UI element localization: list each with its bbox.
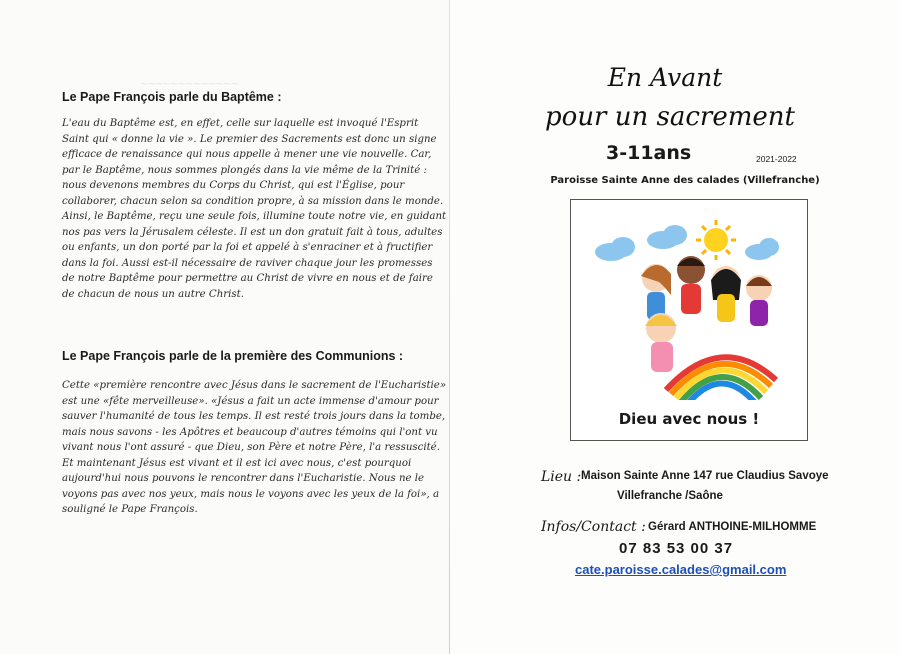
age-range: 3-11ans [606, 142, 692, 164]
contact-label: Infos/Contact : [541, 519, 646, 535]
children-illustration-frame [570, 199, 808, 441]
communion-text: Cette «première rencontre avec Jésus dans le sacrement de l'Eucharistie» est une «fête merveilleuse». «Jésus a fait un acte immense d'amour pour sauver l'humanité de tous les temps. Il est resté trois jours dans la tombe, mais nous savons - les Apôtres et beaucoup d'autres témoins qui l'ont vu vivant nous l'ont assuré - que Dieu, son Père et notre Père, l'a ressuscité. Et maintenant Jésus est vivant et il est ici avec nous, c'est pourquoi aujourd'hui nous pouvons le rencontrer dans l'Eucharistie. Nous ne le voyons pas avec nos yeux, mais nous le voyons avec les yeux de la foi», a souligné le Pape François. [62, 380, 447, 515]
location-label: Lieu : [541, 469, 582, 485]
communion-heading: Le Pape François parle de la première des Communions : [62, 349, 404, 363]
sun-icon [696, 220, 736, 260]
location-address: Maison Sainte Anne 147 rue Claudius Savoye [581, 470, 829, 482]
parish-name: Paroisse Sainte Anne des calades (Villefranche) [550, 175, 820, 186]
baptism-heading: Le Pape François parle du Baptême : [62, 90, 282, 104]
show-through-text: ~~~~~~~~~~~~~ [140, 76, 239, 91]
location-city: Villefranche /Saône [617, 490, 723, 502]
title-line-1: En Avant [607, 63, 723, 92]
baptism-text: L'eau du Baptême est, en effet, celle sur laquelle est invoqué l'Esprit Saint qui « donne la vie ». Le premier des Sacrements est donc un signe efficace de renaissance qui nous appelle à mener une vie nouvelle. Car, par le Baptême, nous sommes plongés dans la vie même de la Trinité : nous devenons membres du Corps du Christ, qui est l'Église, pour collaborer, chacun selon sa condition propre, à sa mission dans le monde. Ainsi, le Baptême, reçu une seule fois, illumine toute notre vie, en guidant nos pas vers la Jérusalem céleste. Il est un don gratuit fait à tous, adultes ou enfants, un don porté par la foi et appelé à s'enraciner et à fructifier dans la foi. Aussi est-il nécessaire de raviver chaque jour les promesses de notre Baptême pour permettre au Christ de vivre en nous et de faire de chacun de nous un autre Christ. [62, 118, 447, 300]
school-year: 2021-2022 [756, 154, 797, 164]
contact-phone: 07 83 53 00 37 [619, 540, 734, 557]
title-line-2: pour un sacrement [545, 102, 795, 132]
contact-name: Gérard ANTHOINE-MILHOMME [648, 521, 817, 533]
children-rainbow-illustration [571, 200, 807, 400]
motto: Dieu avec nous ! [618, 410, 760, 428]
contact-email-link[interactable]: cate.paroisse.calades@gmail.com [575, 562, 787, 577]
